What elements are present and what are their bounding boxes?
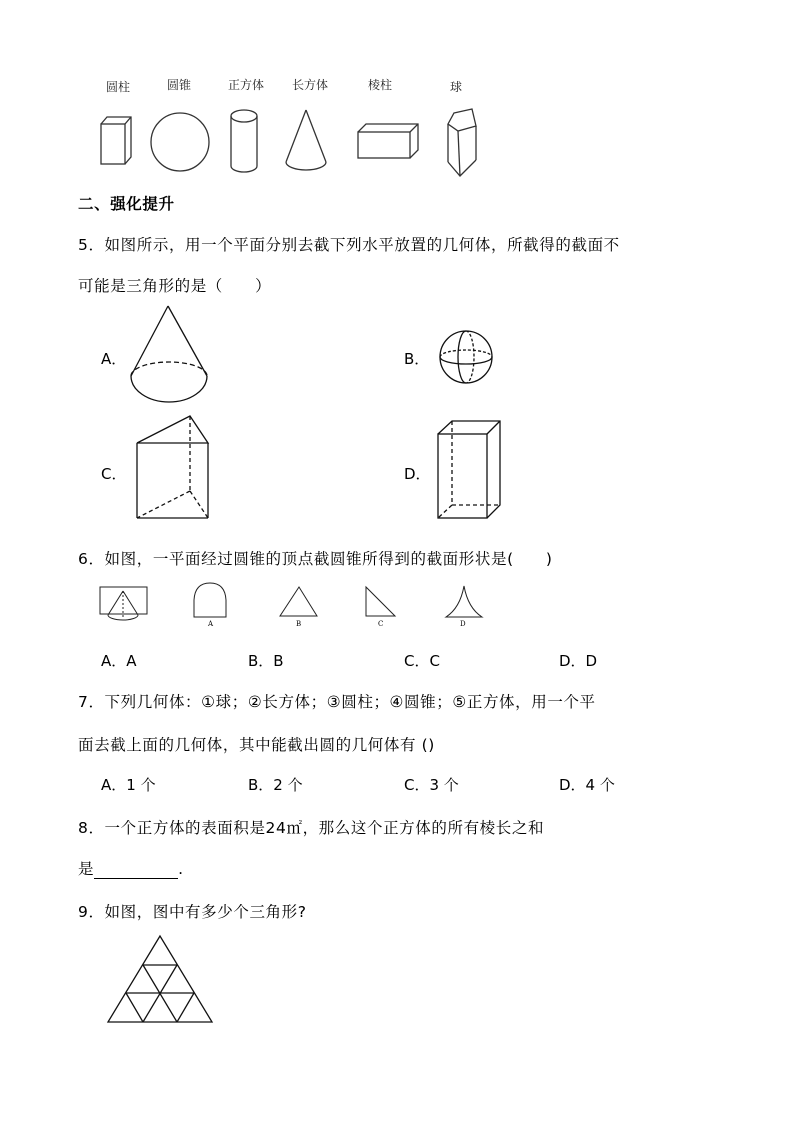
label-cuboid: 长方体 xyxy=(292,78,329,92)
q9-stem: 9．如图，图中有多少个三角形? xyxy=(78,903,307,921)
q6-figure-label-b: B xyxy=(296,620,302,628)
q6-figure-label-a: A xyxy=(208,620,214,628)
q5-option-b: B． xyxy=(404,350,430,368)
q7-option-c: C．3 个 xyxy=(404,776,459,794)
q5-stem-line1: 5．如图所示，用一个平面分别去截下列水平放置的几何体，所截得的截面不 xyxy=(78,236,620,254)
q7-option-d: D．4 个 xyxy=(559,776,615,794)
label-sphere: 球 xyxy=(450,80,463,94)
q7-stem-line2: 面去截上面的几何体，其中能截出圆的几何体有 () xyxy=(78,736,435,754)
q5-option-d: D． xyxy=(404,465,431,483)
q6-stem: 6．如图，一平面经过圆锥的顶点截圆锥所得到的截面形状是( ) xyxy=(78,550,553,568)
q6-option-d: D．D xyxy=(559,652,598,670)
q7-stem-line1: 7．下列几何体：①球；②长方体；③圆柱；④圆锥；⑤正方体，用一个平 xyxy=(78,693,596,711)
section-title: 二、强化提升 xyxy=(78,195,175,213)
q8-prefix: 是 xyxy=(78,860,95,878)
q7-option-a: A．1 个 xyxy=(101,776,156,794)
q5-stem-line2: 可能是三角形的是（ ） xyxy=(78,277,272,295)
label-cone: 圆锥 xyxy=(167,78,192,92)
q5-option-c: C． xyxy=(101,465,127,483)
label-cylinder: 圆柱 xyxy=(106,80,131,94)
label-prism: 棱柱 xyxy=(368,78,393,92)
q8-stem-line1: 8．一个正方体的表面积是24㎡，那么这个正方体的所有棱长之和 xyxy=(78,819,545,837)
q7-option-b: B．2 个 xyxy=(248,776,303,794)
q5-option-a: A． xyxy=(101,350,127,368)
q8-suffix: . xyxy=(178,860,184,878)
q6-figure-label-d: D xyxy=(460,620,466,628)
label-cube: 正方体 xyxy=(228,78,265,92)
q6-option-b: B．B xyxy=(248,652,284,670)
q6-figure-label-c: C xyxy=(378,620,384,628)
q6-option-a: A．A xyxy=(101,652,137,670)
q6-option-c: C．C xyxy=(404,652,440,670)
